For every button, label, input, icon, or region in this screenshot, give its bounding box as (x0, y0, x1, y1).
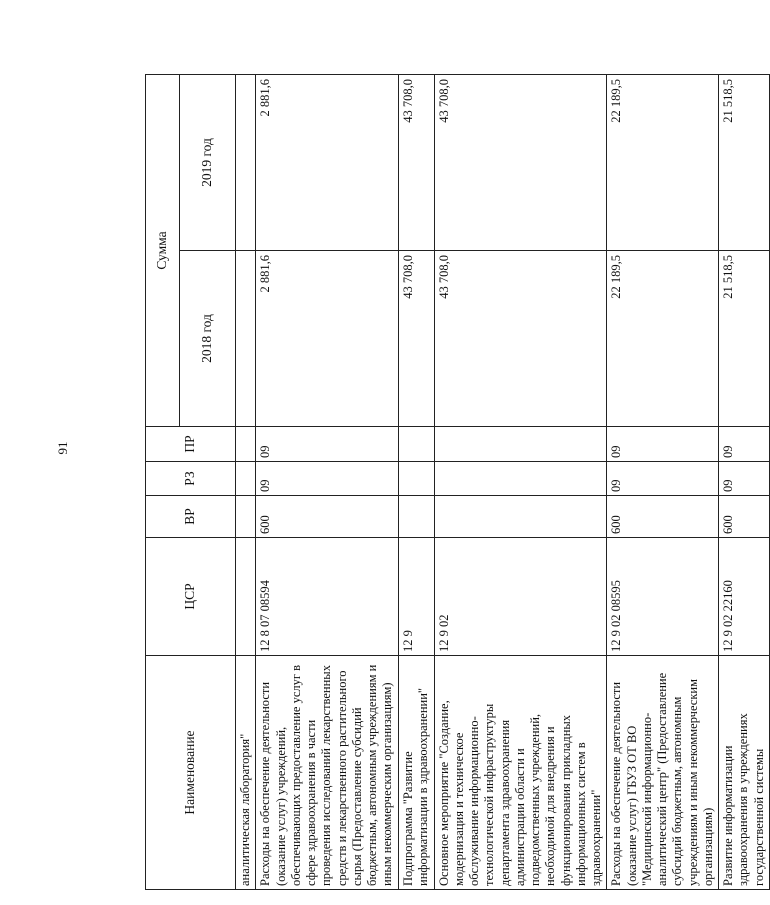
row-2019: 2 881,6 (256, 74, 398, 250)
header-name: Наименование (146, 656, 236, 890)
row-rz: 09 (719, 462, 770, 496)
row-2019: 22 189,5 (607, 74, 719, 250)
row-pr: 09 (719, 427, 770, 462)
header-row-top (146, 74, 180, 889)
row-csr: 12 9 (398, 538, 434, 656)
table-row (434, 74, 607, 889)
table-row (256, 74, 398, 889)
rotated-table-wrapper (145, 75, 766, 890)
row-2019 (236, 74, 256, 250)
row-csr: 12 9 02 08595 (607, 538, 719, 656)
row-2018 (236, 251, 256, 427)
row-csr: 12 9 02 (434, 538, 607, 656)
row-pr (236, 427, 256, 462)
row-vr (398, 496, 434, 538)
row-rz (434, 462, 607, 496)
row-pr: 09 (256, 427, 398, 462)
row-vr: 600 (256, 496, 398, 538)
row-rz (398, 462, 434, 496)
row-2018: 2 881,6 (256, 251, 398, 427)
row-vr (434, 496, 607, 538)
row-pr: 09 (607, 427, 719, 462)
row-rz: 09 (607, 462, 719, 496)
header-pr: ПР (146, 427, 236, 462)
row-name: аналитическая лаборатория" (236, 656, 256, 890)
row-rz (236, 462, 256, 496)
row-vr (236, 496, 256, 538)
table-row (607, 74, 719, 889)
table-row (398, 74, 434, 889)
table-row (236, 74, 256, 889)
row-rz: 09 (256, 462, 398, 496)
row-name: Основное мероприятие "Создание, модернизация и техническое обслуживание информационно-технологической инфраструктуры департамента здравоохранения администрации области и подведомственных учреждений, необходимой для внедрения и функционирования прикладных информационных систем в здравоохранении" (434, 656, 607, 890)
row-name: Подпрограмма "Развитие информатизации в здравоохранении" (398, 656, 434, 890)
row-name: Расходы на обеспечение деятельности (оказание услуг) учреждений, обеспечивающих предоставление услуг в сфере здравоохранения в части проведения исследований лекарственных средств и лекарственного растительного сырья (Предоставление субсидий бюджетным, автономным учреждениям и иным некоммерческим организациям) (256, 656, 398, 890)
row-vr: 600 (607, 496, 719, 538)
document-sheet (145, 75, 766, 890)
header-vr: ВР (146, 496, 236, 538)
row-name: Развитие информатизации здравоохранения в учреждениях государственной системы (719, 656, 770, 890)
row-vr: 600 (719, 496, 770, 538)
table-row (719, 74, 770, 889)
row-csr (236, 538, 256, 656)
row-2019: 43 708,0 (398, 74, 434, 250)
row-2019: 43 708,0 (434, 74, 607, 250)
row-name: Расходы на обеспечение деятельности (оказание услуг) ГБУЗ ОТ ВО "Медицинский информационно-аналитический центр" (Предоставление субсидий бюджетным, автономным учреждениям и иным некоммерческим организациям) (607, 656, 719, 890)
header-rz: РЗ (146, 462, 236, 496)
row-2018: 43 708,0 (434, 251, 607, 427)
row-2019: 21 518,5 (719, 74, 770, 250)
page-number: 91 (55, 441, 70, 455)
row-2018: 21 518,5 (719, 251, 770, 427)
header-2018: 2018 год (180, 251, 236, 427)
budget-table (145, 74, 770, 890)
header-sum: Сумма (146, 74, 180, 426)
row-2018: 22 189,5 (607, 251, 719, 427)
row-csr: 12 8 07 08594 (256, 538, 398, 656)
row-pr (398, 427, 434, 462)
row-pr (434, 427, 607, 462)
row-csr: 12 9 02 22160 (719, 538, 770, 656)
header-2019: 2019 год (180, 74, 236, 250)
row-2018: 43 708,0 (398, 251, 434, 427)
header-csr: ЦСР (146, 538, 236, 656)
